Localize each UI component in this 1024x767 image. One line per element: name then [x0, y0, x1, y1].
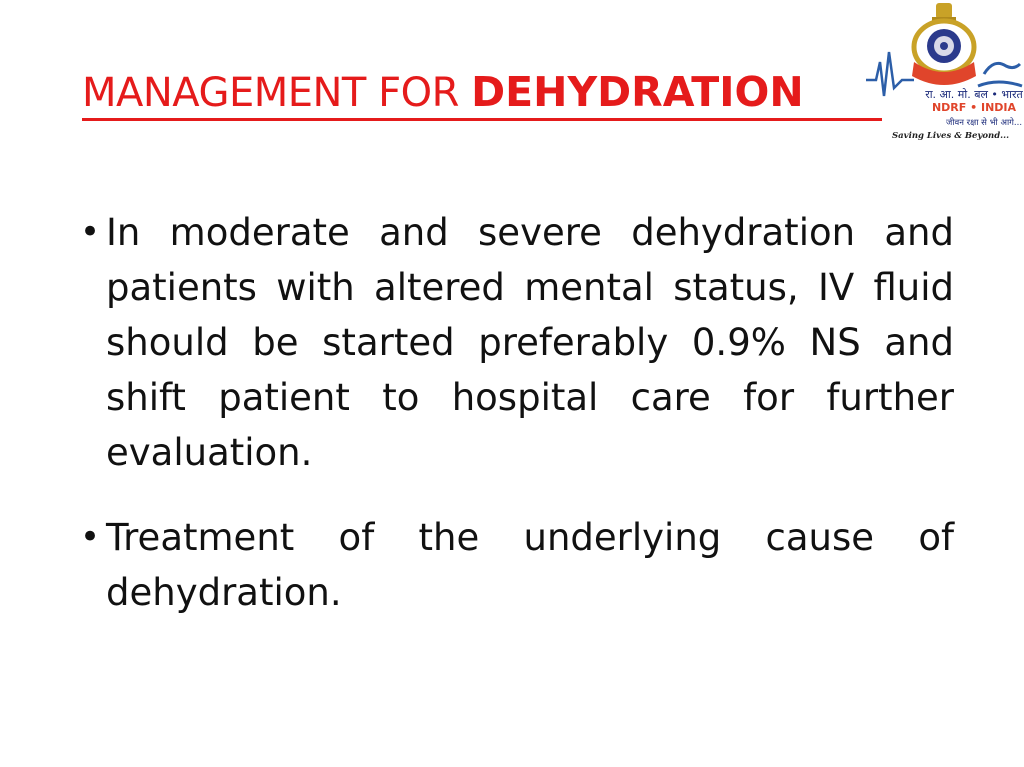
- bullet-item: [80, 510, 954, 620]
- bullet-item: [80, 205, 954, 480]
- title-part-bold: DEHYDRATION: [471, 68, 804, 116]
- logo-hindi-motto: रा. आ. मो. बल • भारत: [925, 88, 1023, 101]
- slide-title: [82, 68, 804, 116]
- logo-english-tagline: Saving Lives & Beyond...: [892, 131, 1010, 141]
- logo-org-name: NDRF • INDIA: [931, 101, 1017, 114]
- bullet-text: In moderate and severe dehydration and patients with altered mental status, IV fluid should be started preferably 0.9% NS and shift patient to hospital care for further evaluation.: [106, 211, 954, 474]
- logo-hindi-tagline: जीवन रक्षा से भी आगे...: [946, 118, 1023, 128]
- bullet-text: Treatment of the underlying cause of dehydration.: [106, 516, 954, 614]
- title-part-regular: MANAGEMENT FOR: [82, 70, 472, 116]
- bullet-dot-icon: •: [80, 212, 101, 252]
- ndrf-logo: [862, 0, 1024, 150]
- bullet-list: [80, 205, 954, 650]
- title-underline: [82, 118, 882, 121]
- bullet-dot-icon: •: [80, 517, 101, 557]
- ndrf-emblem-icon: [866, 3, 1022, 96]
